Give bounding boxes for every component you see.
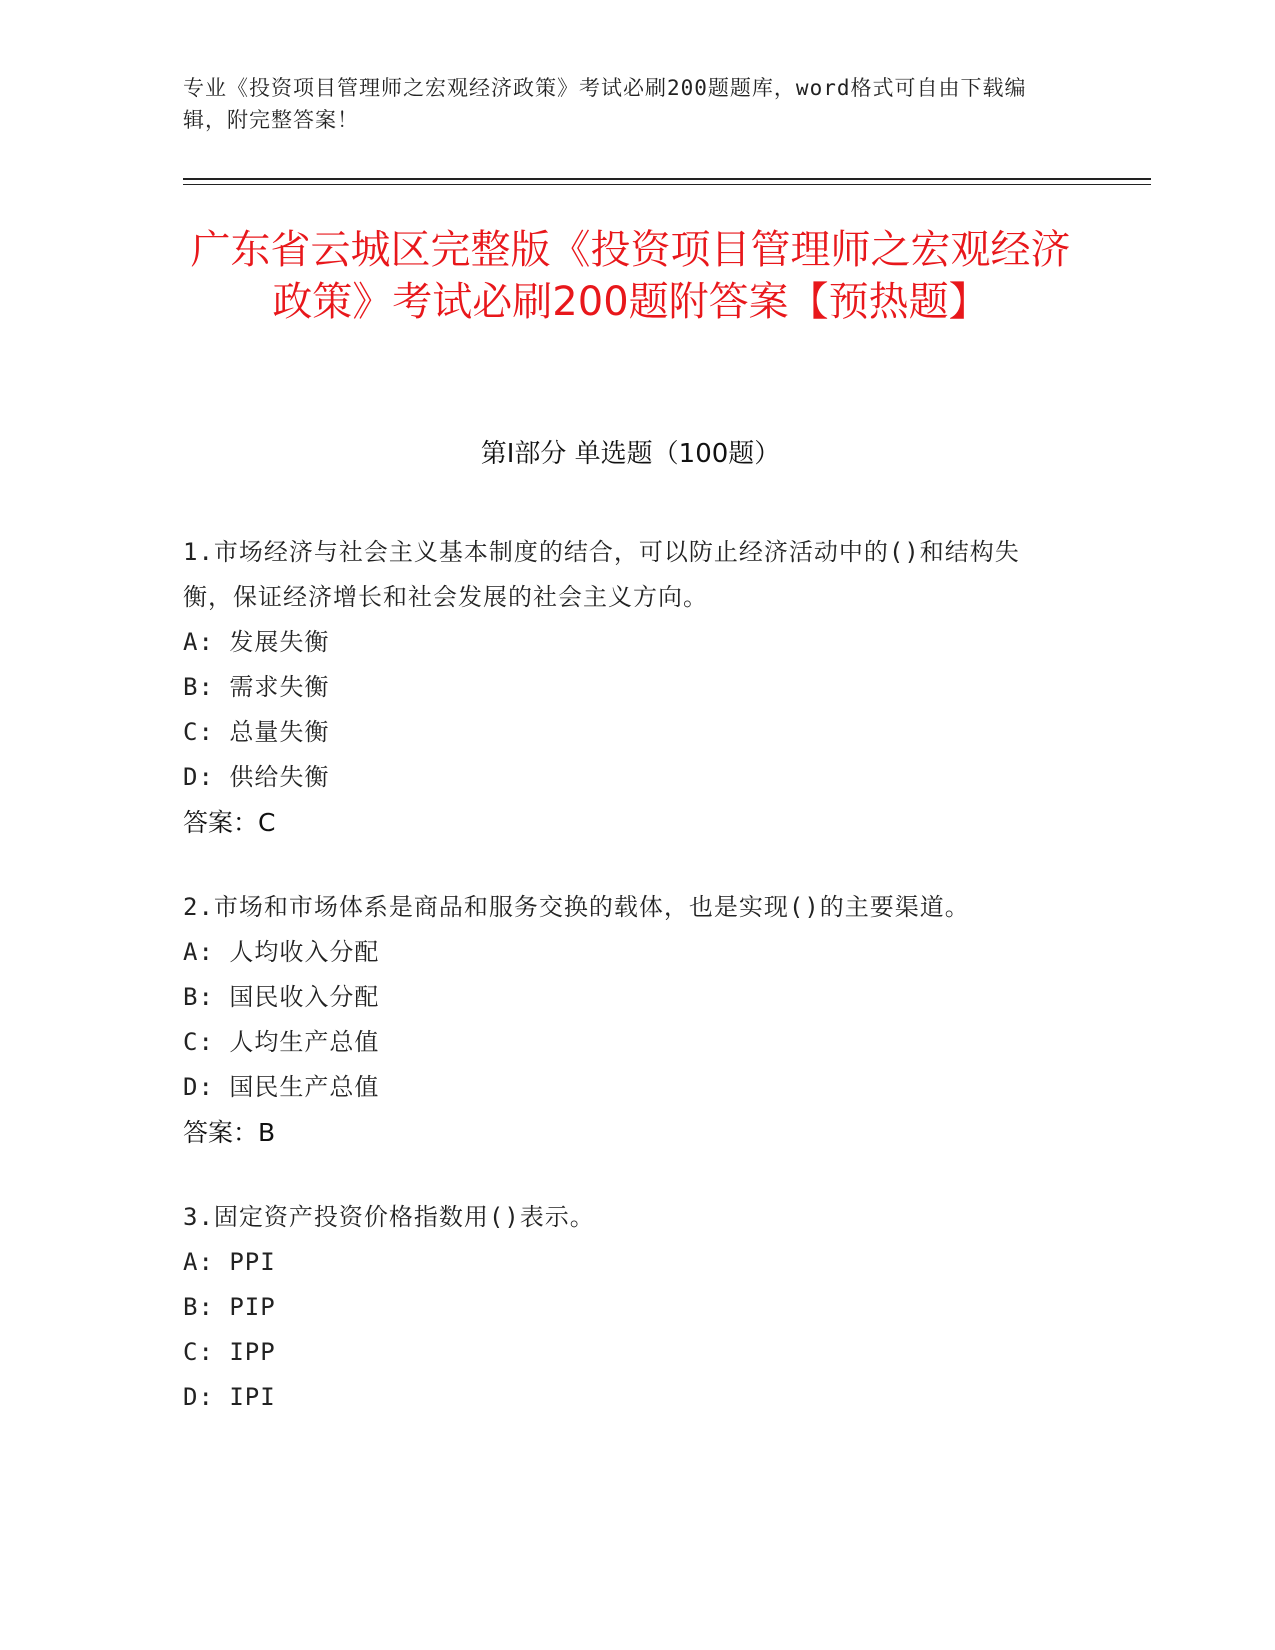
option-b: B: PIP: [183, 1293, 276, 1321]
question-answer: 答案：C: [183, 808, 276, 837]
option-d: D: IPI: [183, 1383, 276, 1411]
option-b: B: 需求失衡: [183, 673, 330, 701]
question-stem: 1.市场经济与社会主义基本制度的结合，可以防止经济活动中的()和结构失衡，保证经济增长和社会发展的社会主义方向。: [183, 538, 1020, 611]
document-title: 广东省云城区完整版《投资项目管理师之宏观经济政策》考试必刷200题附答案【预热题】: [190, 227, 1071, 325]
question-stem: 2.市场和市场体系是商品和服务交换的载体，也是实现()的主要渠道。: [183, 893, 970, 921]
question-stem: 3.固定资产投资价格指数用()表示。: [183, 1203, 595, 1231]
option-d: D: 供给失衡: [183, 763, 330, 791]
section-title: 第I部分 单选题（100题）: [480, 439, 781, 469]
header-note: 专业《投资项目管理师之宏观经济政策》考试必刷200题题库，word格式可自由下载编辑，附完整答案！: [183, 76, 1027, 132]
header-divider-thick: [183, 178, 1151, 180]
question-1: [183, 530, 1063, 845]
question-3: [183, 1195, 1063, 1420]
option-c: C: 人均生产总值: [183, 1028, 380, 1056]
option-b: B: 国民收入分配: [183, 983, 380, 1011]
option-c: C: 总量失衡: [183, 718, 330, 746]
option-a: A: 发展失衡: [183, 628, 330, 656]
option-c: C: IPP: [183, 1338, 276, 1366]
option-a: A: PPI: [183, 1248, 276, 1276]
header-divider-thin: [183, 184, 1151, 185]
question-2: [183, 885, 1063, 1155]
question-list: [183, 530, 1063, 1460]
question-answer: 答案：B: [183, 1118, 276, 1147]
option-d: D: 国民生产总值: [183, 1073, 380, 1101]
option-a: A: 人均收入分配: [183, 938, 380, 966]
